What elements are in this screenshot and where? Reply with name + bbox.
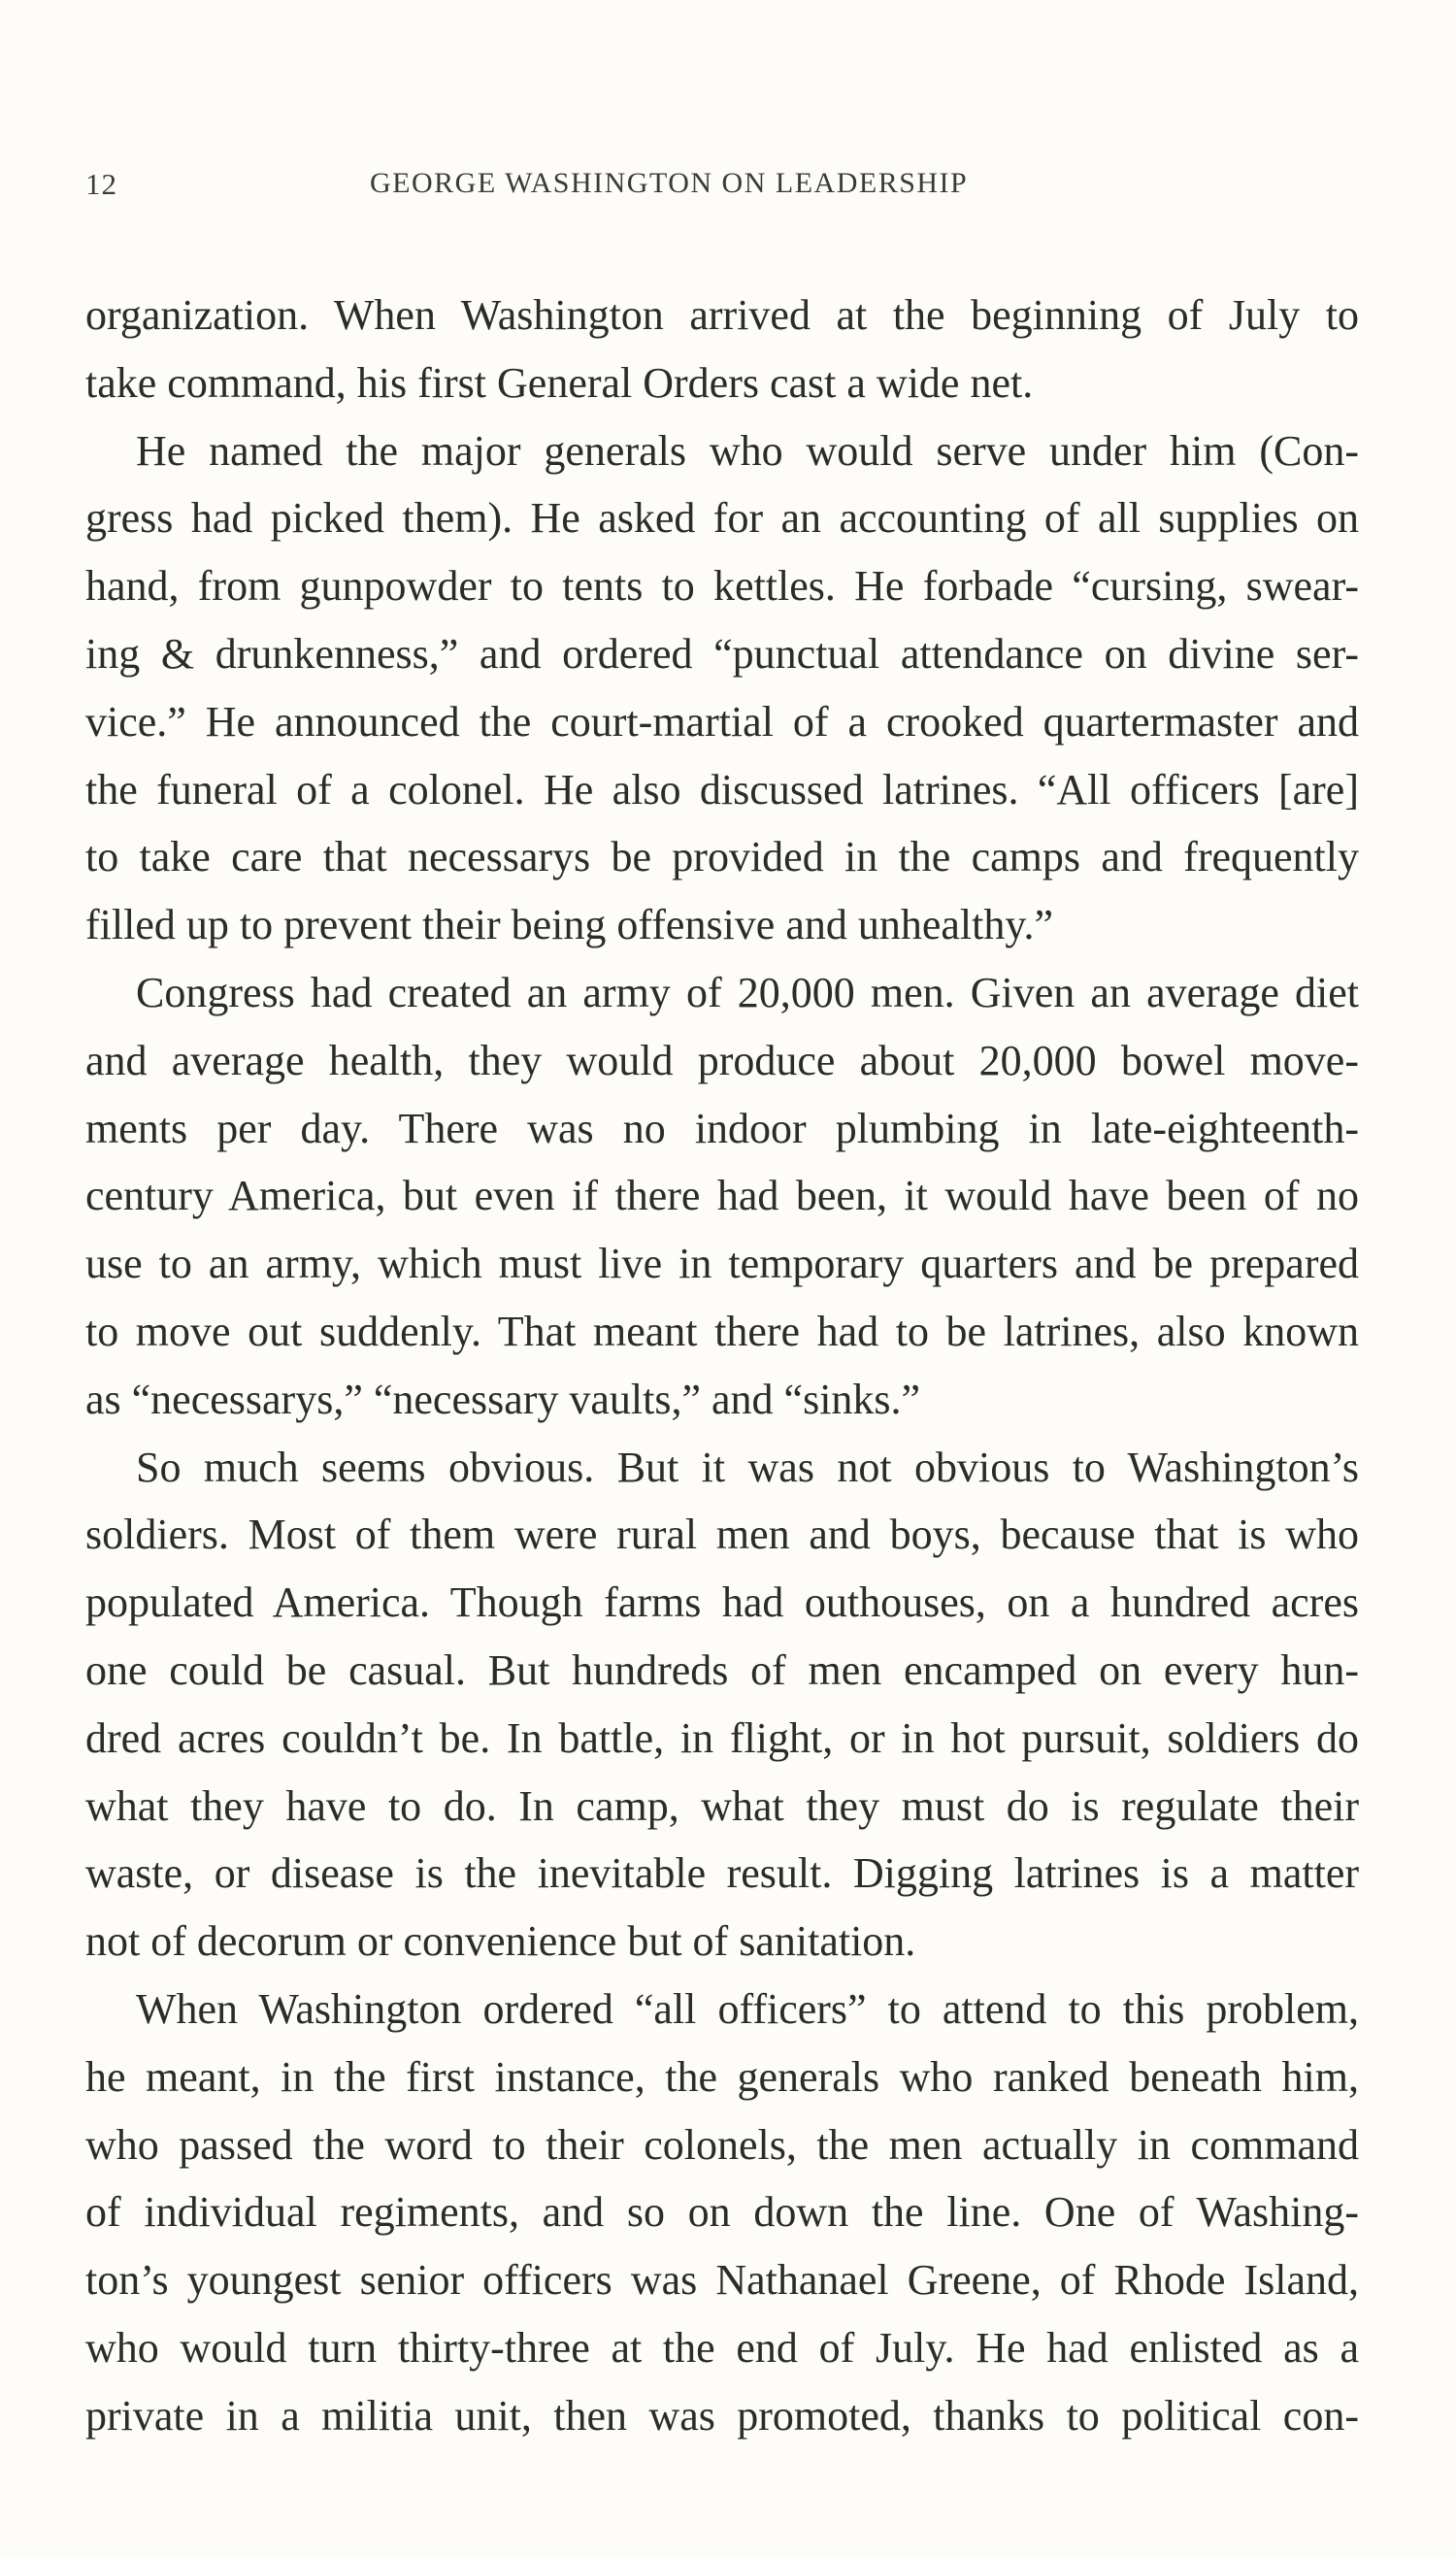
text-line: one could be casual. But hundreds of men encamped on every hun- xyxy=(85,1645,1359,1694)
text-line: as “necessarys,” “necessary vaults,” and “sinks.” xyxy=(85,1375,921,1423)
text-line: ments per day. There was no indoor plumbing in late-eighteenth- xyxy=(85,1104,1359,1152)
text-line: filled up to prevent their being offensive and unhealthy.” xyxy=(85,901,1054,949)
text-line: gress had picked them). He asked for an accounting of all supplies on xyxy=(85,494,1359,543)
text-line: organization. When Washington arrived at the beginning of July to xyxy=(85,291,1359,339)
text-line: who would turn thirty-three at the end of July. He had enlisted as a xyxy=(85,2323,1359,2372)
running-title: GEORGE WASHINGTON ON LEADERSHIP xyxy=(370,167,969,199)
text-line: century America, but even if there had been, it would have been of no xyxy=(85,1172,1359,1220)
text-line: and average health, they would produce about 20,000 bowel move- xyxy=(85,1036,1359,1084)
text-line: of individual regiments, and so on down the line. One of Washing- xyxy=(85,2188,1359,2237)
text-line: who passed the word to their colonels, the men actually in command xyxy=(85,2120,1359,2169)
text-line: soldiers. Most of them were rural men and boys, because that is who xyxy=(85,1511,1359,1559)
page-number: 12 xyxy=(85,167,117,201)
text-line: waste, or disease is the inevitable result. Digging latrines is a matter xyxy=(85,1849,1359,1898)
text-line: Congress had created an army of 20,000 men. Given an average diet xyxy=(136,968,1359,1016)
text-line: what they have to do. In camp, what they must do is regulate their xyxy=(85,1781,1359,1830)
text-line: private in a militia unit, then was promoted, thanks to political con- xyxy=(85,2391,1359,2440)
text-line: the funeral of a colonel. He also discussed latrines. “All officers [are] xyxy=(85,765,1359,814)
text-line: When Washington ordered “all officers” to attend to this problem, xyxy=(136,1984,1359,2033)
text-line: ing & drunkenness,” and ordered “punctual attendance on divine ser- xyxy=(85,629,1359,678)
text-line: not of decorum or convenience but of sanitation. xyxy=(85,1917,916,1966)
text-line: ton’s youngest senior officers was Nathanael Greene, of Rhode Island, xyxy=(85,2256,1359,2305)
text-line: dred acres couldn’t be. In battle, in flight, or in hot pursuit, soldiers do xyxy=(85,1713,1359,1762)
body-text xyxy=(85,282,1359,2450)
running-head xyxy=(0,167,1456,206)
text-line: he meant, in the first instance, the generals who ranked beneath him, xyxy=(85,2052,1359,2101)
text-line: populated America. Though farms had outhouses, on a hundred acres xyxy=(85,1578,1359,1627)
text-line: to move out suddenly. That meant there had to be latrines, also known xyxy=(85,1307,1359,1355)
text-line: vice.” He announced the court-martial of a crooked quartermaster and xyxy=(85,697,1359,746)
text-line: to take care that necessarys be provided in the camps and frequently xyxy=(85,833,1359,881)
text-line: use to an army, which must live in temporary quarters and be prepared xyxy=(85,1240,1359,1288)
text-line: So much seems obvious. But it was not obvious to Washington’s xyxy=(136,1443,1359,1491)
text-line: take command, his first General Orders cast a wide net. xyxy=(85,358,1034,407)
text-line: hand, from gunpowder to tents to kettles. He forbade “cursing, swear- xyxy=(85,562,1359,611)
text-line: He named the major generals who would serve under him (Con- xyxy=(136,426,1359,475)
